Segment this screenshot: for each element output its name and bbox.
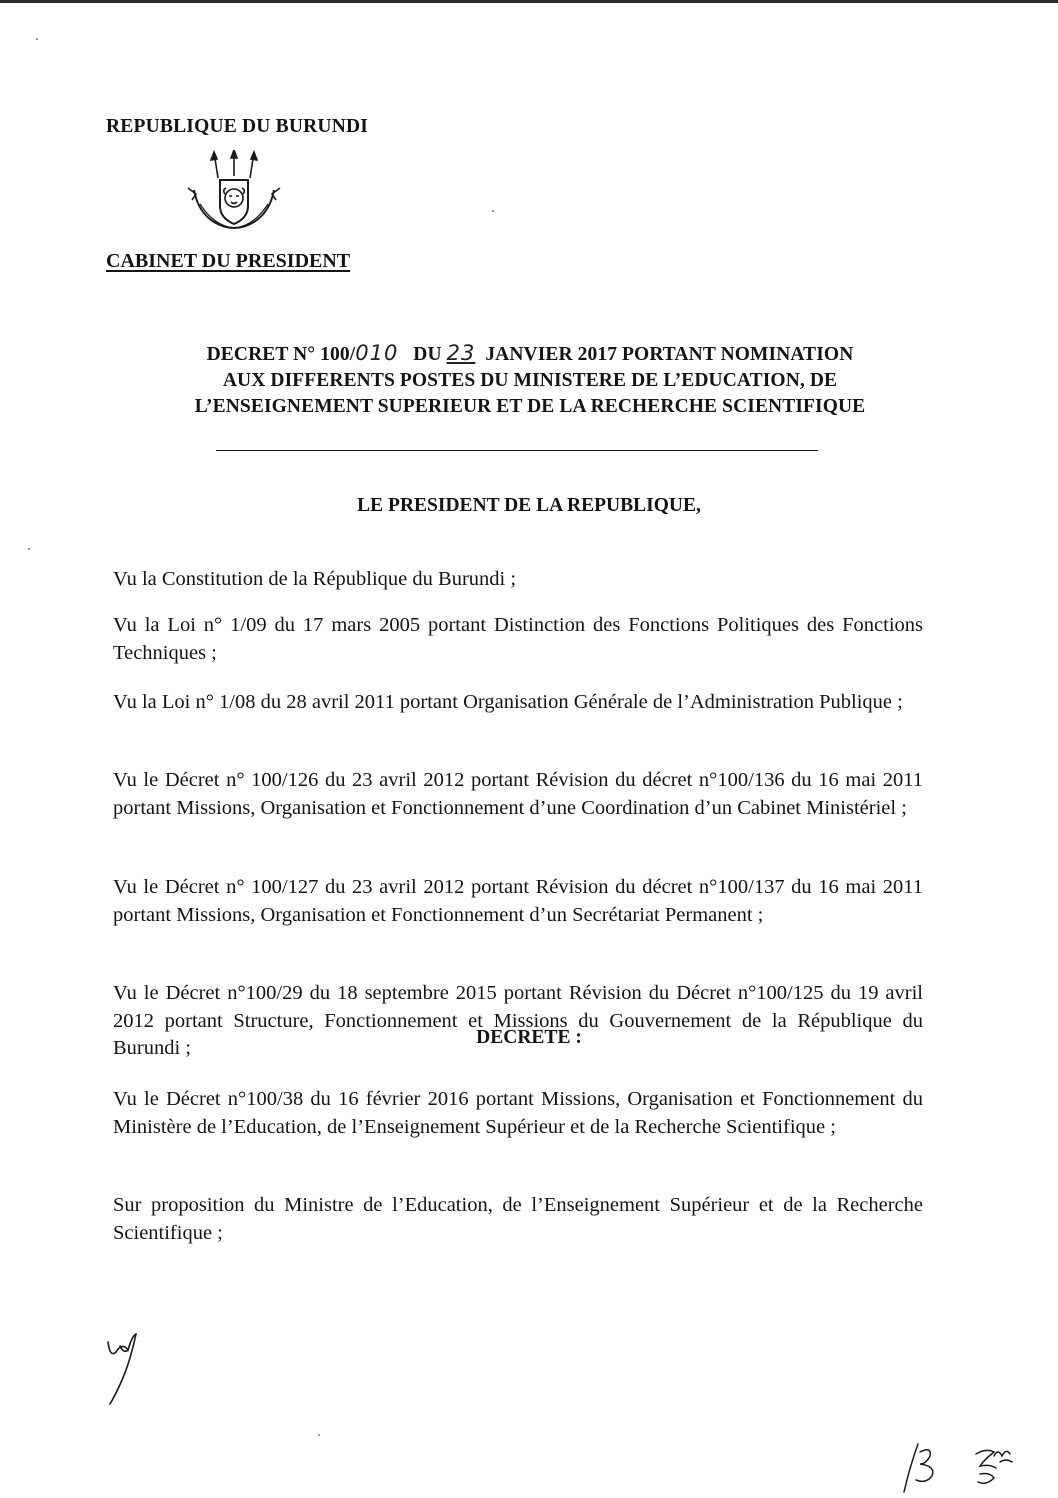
scan-speck	[318, 1434, 320, 1436]
decrete-heading: DECRETE :	[476, 1027, 582, 1048]
visa-paragraph: Vu le Décret n°100/29 du 18 septembre 2015 portant Révision du Décret n°100/125 du 19 avril 2012 portant Structure, Fonctionnement et Missions du Gouvernement de la République du Burundi ;	[113, 982, 923, 1059]
title-divider	[216, 450, 818, 451]
scan-speck	[28, 548, 30, 550]
decree-title-line-2: AUX DIFFERENTS POSTES DU MINISTERE DE L’EDUCATION, DE	[222, 370, 838, 391]
visa-paragraph: Vu la Loi n° 1/09 du 17 mars 2005 portant Distinction des Fonctions Politiques des Fonctions Techniques ;	[113, 614, 923, 664]
page-top-edge	[0, 0, 1058, 3]
decree-title-line-3: L’ENSEIGNEMENT SUPERIEUR ET DE LA RECHERCHE SCIENTIFIQUE	[194, 396, 866, 417]
cabinet-heading: CABINET DU PRESIDENT	[106, 250, 351, 272]
visa-paragraph: Vu la Constitution de la République du Burundi ;	[113, 568, 517, 590]
handwritten-initials-icon	[100, 1328, 150, 1408]
decree-prefix: DECRET N° 100/	[206, 344, 356, 365]
decree-title-line-1	[100, 340, 960, 368]
president-heading: LE PRESIDENT DE LA REPUBLIQUE,	[357, 495, 701, 516]
decree-du: DU	[413, 344, 442, 365]
visa-paragraph: Vu le Décret n°100/38 du 16 février 2016 portant Missions, Organisation et Fonctionnement du Ministère de l’Education, de l’Enseignement Supérieur et de la Recherche Scientifique ;	[113, 1088, 923, 1138]
republic-heading: REPUBLIQUE DU BURUNDI	[106, 116, 369, 137]
decree-day-handwritten: 23	[446, 341, 476, 365]
visa-paragraph: Sur proposition du Ministre de l’Education, de l’Enseignement Supérieur et de la Recherche Scientifique ;	[113, 1194, 923, 1244]
burundi-coat-of-arms-icon	[184, 150, 284, 242]
visa-paragraph: Vu le Décret n° 100/126 du 23 avril 2012 portant Révision du décret n°100/136 du 16 mai 2011 portant Missions, Organisation et Fonctionnement d’une Coordination d’un Cabinet Ministériel ;	[113, 769, 923, 819]
scan-speck	[36, 38, 38, 40]
handwritten-initials-icon	[890, 1438, 1040, 1498]
visa-paragraph: Vu la Loi n° 1/08 du 28 avril 2011 portant Organisation Générale de l’Administration Publique ;	[113, 691, 903, 713]
decree-line1-rest: JANVIER 2017 PORTANT NOMINATION	[485, 344, 854, 365]
scan-speck	[492, 210, 494, 212]
decree-title	[100, 340, 960, 420]
visa-paragraph: Vu le Décret n° 100/127 du 23 avril 2012 portant Révision du décret n°100/137 du 16 mai 2011 portant Missions, Organisation et Fonctionnement d’un Secrétariat Permanent ;	[113, 876, 923, 926]
decree-number-handwritten: 010	[355, 341, 399, 365]
